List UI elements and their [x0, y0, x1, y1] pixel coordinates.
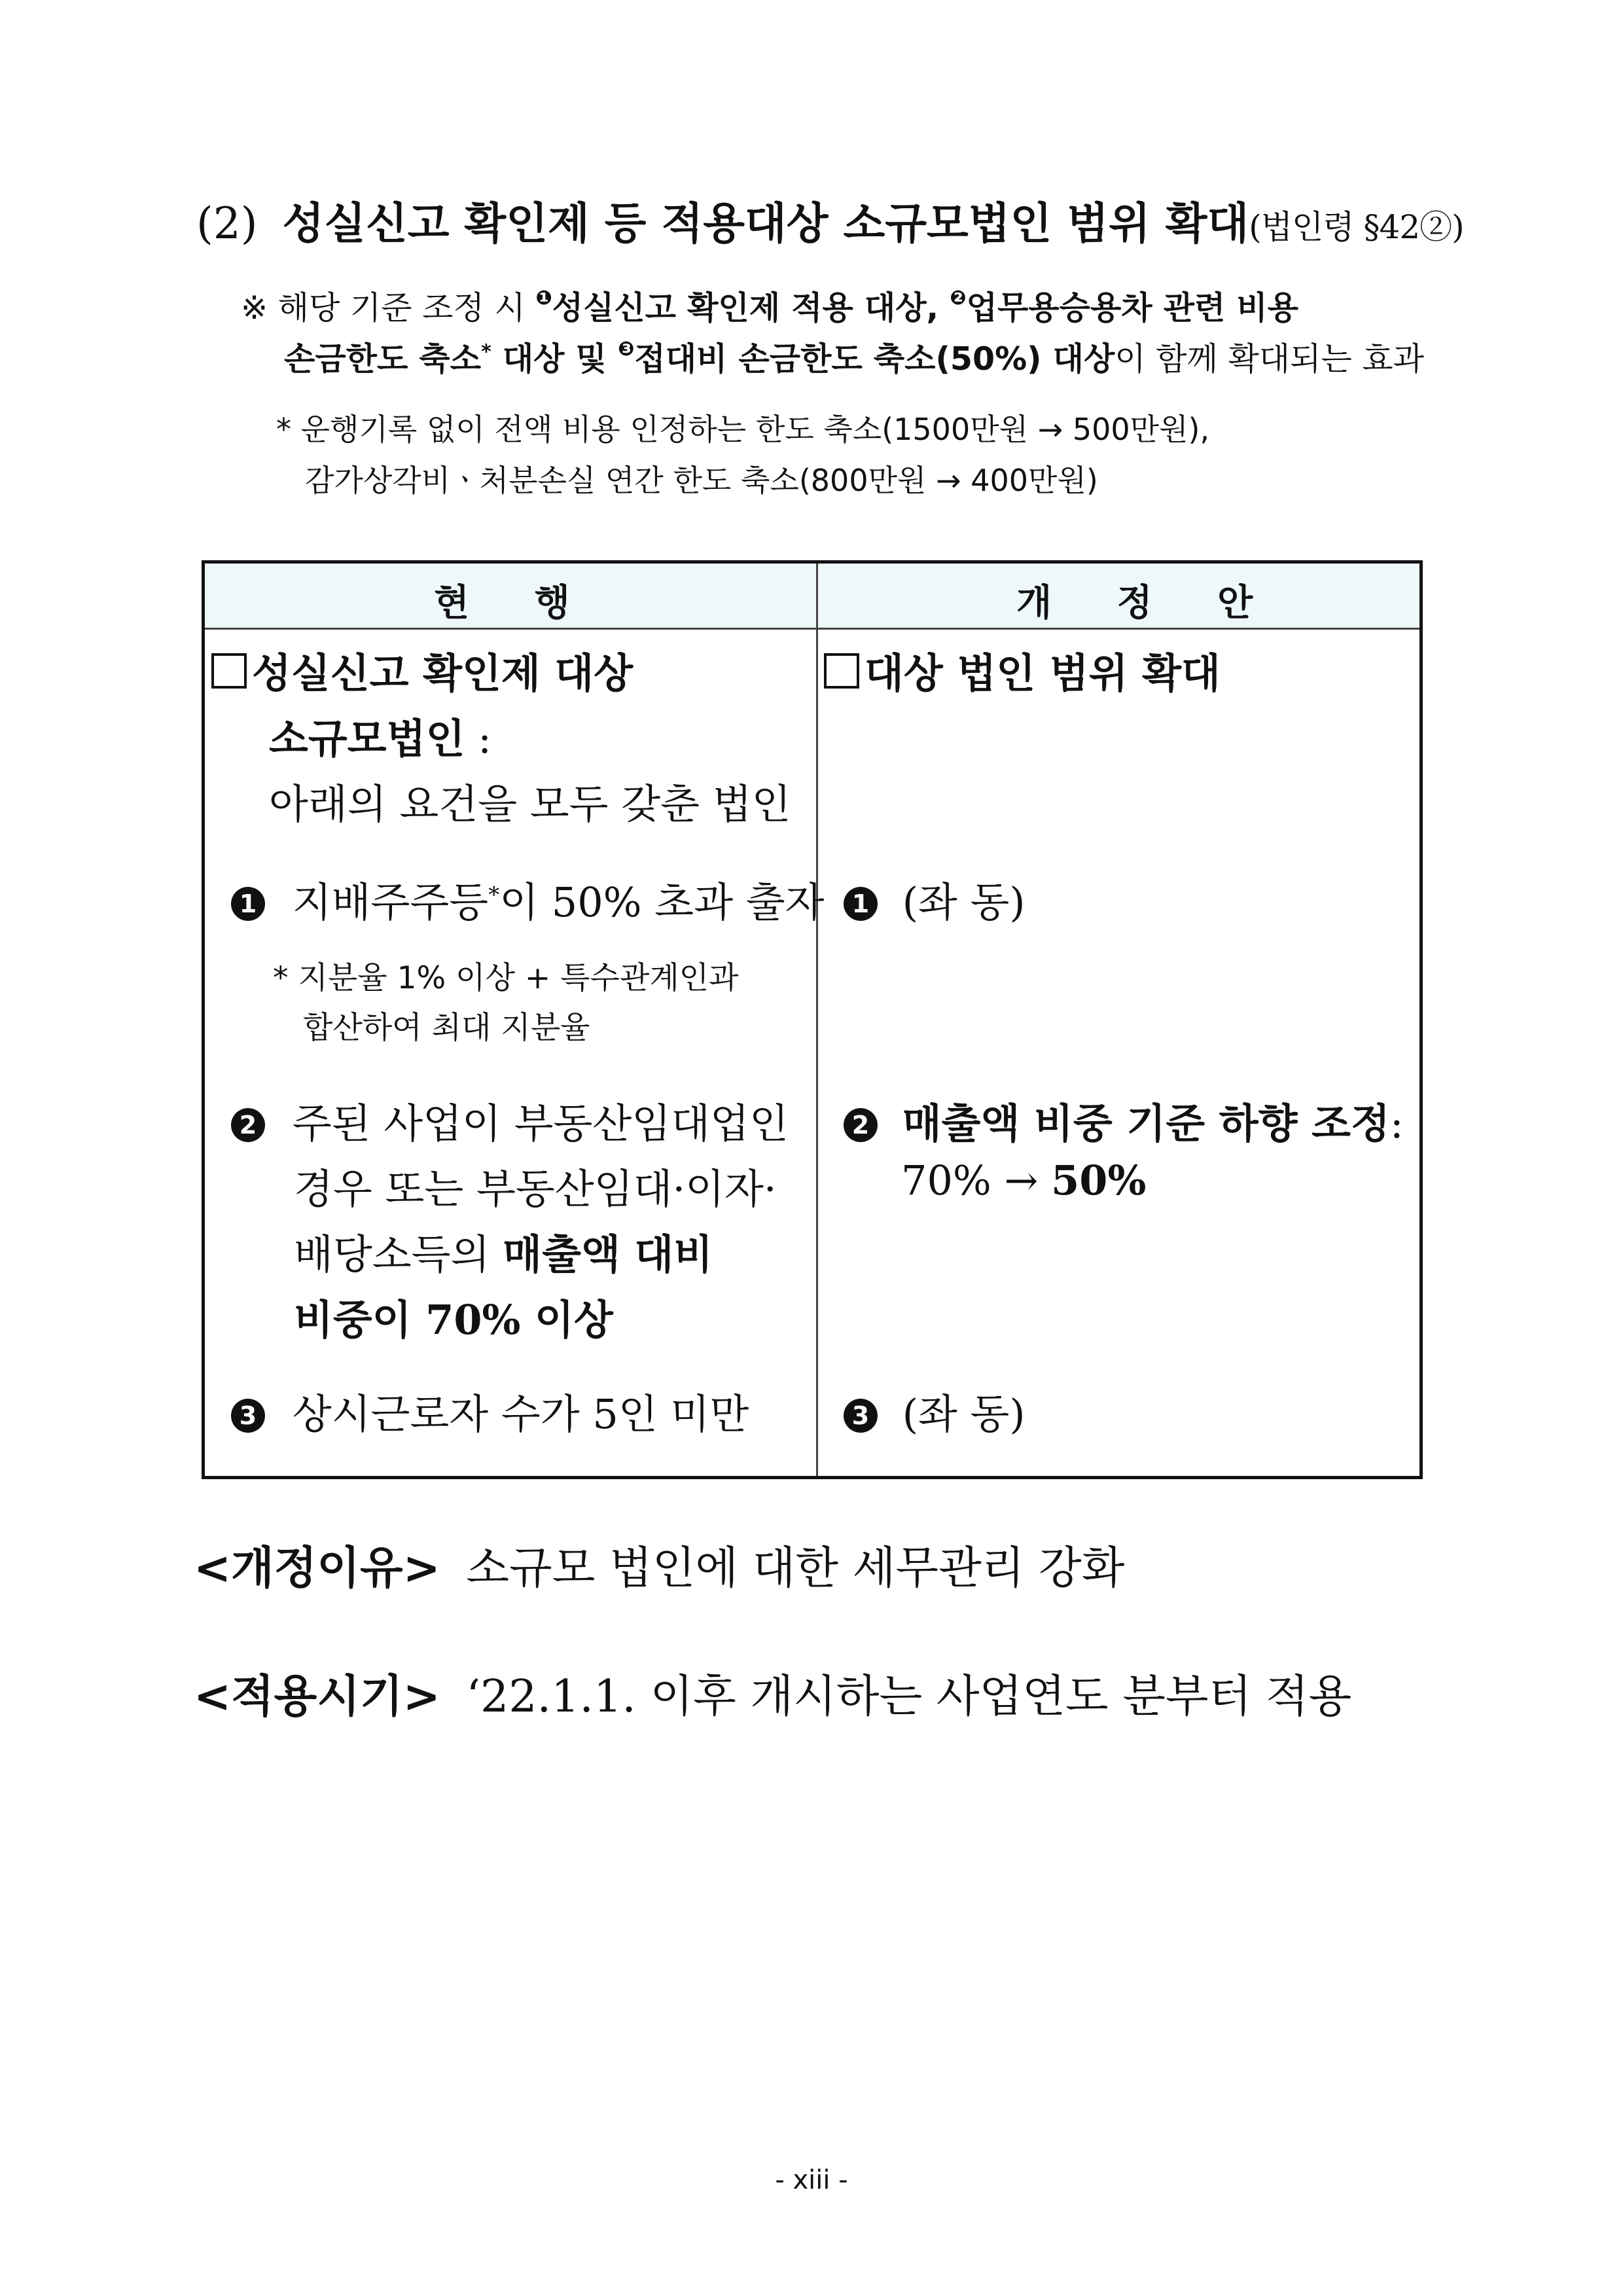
proposed-item3-text: (좌 동) [902, 1390, 1026, 1438]
reason-text: 소규모 법인에 대한 세무관리 강화 [466, 1543, 1125, 1594]
current-item3-text: 상시근로자 수가 5인 미만 [292, 1390, 749, 1438]
effective-date [194, 1661, 1351, 1725]
note-item-2a: 업무용승용차 관련 비용 [966, 289, 1299, 327]
proposed-title-text: 대상 법인 범위 확대 [865, 649, 1221, 697]
reason-tag: <개정이유> [194, 1543, 440, 1594]
current-item2-line3 [294, 1222, 713, 1280]
proposed-item2-from: 70% → [901, 1157, 1052, 1204]
table-header [205, 564, 1419, 630]
note-item-1: 성실신고 확인제 적용 대상, [552, 289, 950, 327]
proposed-item2-to: 50% [1051, 1157, 1147, 1204]
current-item2-line2: 경우 또는 부동산임대·이자· [294, 1165, 777, 1213]
current-desc: 아래의 요건을 모두 갖춘 법인 [269, 780, 791, 828]
section-heading [196, 188, 1464, 251]
number-1-icon: 1 [231, 887, 265, 921]
effective-text: ‘22.1.1. 이후 개시하는 사업연도 분부터 적용 [466, 1671, 1352, 1723]
current-item1-star: * [488, 882, 500, 908]
current-item1-note2: 합산하여 최대 지분율 [303, 1010, 590, 1046]
amendment-reason [194, 1533, 1124, 1596]
header-proposed: 개 정 안 [1016, 581, 1279, 624]
current-item2-text1: 주된 사업이 부동산임대업인 [292, 1100, 789, 1147]
number-2-icon: 2 [844, 1108, 878, 1142]
note-prefix: ※ 해당 기준 조정 시 [241, 289, 536, 327]
law-reference: (법인령 §42②) [1249, 208, 1464, 246]
current-item1-text-a: 지배주주등 [292, 878, 489, 926]
column-divider [816, 564, 818, 1476]
effect-note-line1 [241, 283, 1298, 329]
number-3-icon: 3 [844, 1399, 878, 1433]
note-marker-1: ❶ [535, 287, 552, 310]
number-1-icon: 1 [844, 887, 878, 921]
proposed-item2-line1 [844, 1091, 1404, 1149]
note-star: * [481, 340, 491, 364]
proposed-title [824, 641, 1221, 699]
number-3-icon: 3 [231, 1399, 265, 1433]
proposed-item2-title: 매출액 비중 기준 하향 조정 [902, 1100, 1390, 1147]
note-item-3: 접대비 손금한도 축소(50%) 대상 [634, 340, 1115, 378]
proposed-item2-line2 [901, 1157, 1146, 1204]
current-item2-text3b: 매출액 대비 [503, 1230, 713, 1278]
checkbox-icon [211, 653, 247, 689]
current-title-line1 [211, 641, 633, 699]
page-number: - xiii - [775, 2165, 848, 2195]
effect-note-line2 [284, 334, 1424, 380]
current-item2-text3a: 배당소득의 [294, 1230, 503, 1278]
current-item1-text-b: 이 50% 초과 출자 [499, 878, 825, 926]
note-marker-3: ❸ [617, 338, 635, 361]
proposed-item1-text: (좌 동) [902, 878, 1026, 926]
current-item3 [231, 1382, 749, 1440]
footnote-line1: * 운행기록 없이 전액 비용 인정하는 한도 축소(1500만원 → 500만원), [276, 412, 1210, 447]
note-suffix: 이 함께 확대되는 효과 [1115, 340, 1425, 378]
footnote-line2: 감가상각비ㆍ처분손실 연간 한도 축소(800만원 → 400만원) [305, 463, 1098, 498]
current-item1-note1: * 지분율 1% 이상 + 특수관계인과 [273, 960, 739, 996]
note-marker-2: ❷ [950, 287, 967, 310]
header-current: 현 행 [434, 581, 596, 624]
section-number: (2) [196, 198, 258, 249]
current-item2-line4: 비중이 70% 이상 [294, 1296, 613, 1344]
current-title-text1: 성실신고 확인제 대상 [252, 649, 633, 697]
proposed-item1 [844, 870, 1026, 928]
current-item1 [231, 870, 825, 928]
effective-tag: <적용시기> [194, 1671, 440, 1723]
comparison-table [202, 560, 1423, 1479]
current-title-line2 [269, 706, 491, 764]
checkbox-icon [824, 653, 859, 689]
current-item2-line1 [231, 1091, 789, 1149]
current-title-colon: : [465, 715, 492, 762]
proposed-item3 [844, 1382, 1026, 1440]
number-2-icon: 2 [231, 1108, 265, 1142]
note-connector: 대상 및 [491, 340, 618, 378]
proposed-item2-colon: : [1389, 1100, 1404, 1147]
current-title-text2: 소규모법인 [269, 715, 465, 762]
section-title: 성실신고 확인제 등 적용대상 소규모법인 범위 확대 [282, 198, 1249, 249]
note-item-2b: 손금한도 축소 [284, 340, 482, 378]
